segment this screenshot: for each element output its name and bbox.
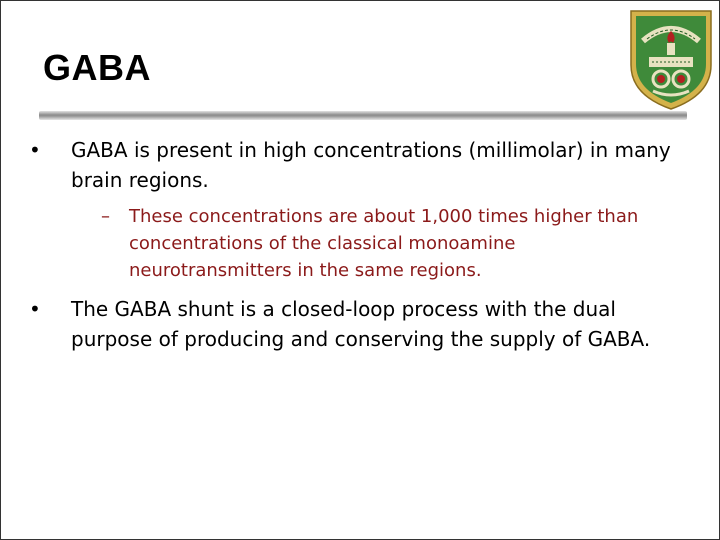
sub-bullet-marker: – <box>101 206 110 227</box>
title-divider <box>39 111 687 120</box>
slide-body <box>29 135 689 362</box>
crest-graphic <box>625 7 717 111</box>
bullet-text: The GABA shunt is a closed-loop process with the dual purpose of producing and conserving the supply of GABA. <box>71 297 651 351</box>
bullet-marker: • <box>29 138 41 162</box>
bullet-item-1 <box>29 135 689 195</box>
sub-bullet-text: These concentrations are about 1,000 times higher than concentrations of the classical monoamine neurotransmitters in the same regions. <box>129 206 639 281</box>
university-crest-icon <box>625 7 717 111</box>
sub-bullet-item-1 <box>101 203 689 284</box>
bullet-text: GABA is present in high concentrations (millimolar) in many brain regions. <box>71 138 671 192</box>
bullet-marker: • <box>29 297 41 321</box>
bullet-item-2 <box>29 294 689 354</box>
slide-title: GABA <box>43 47 151 88</box>
